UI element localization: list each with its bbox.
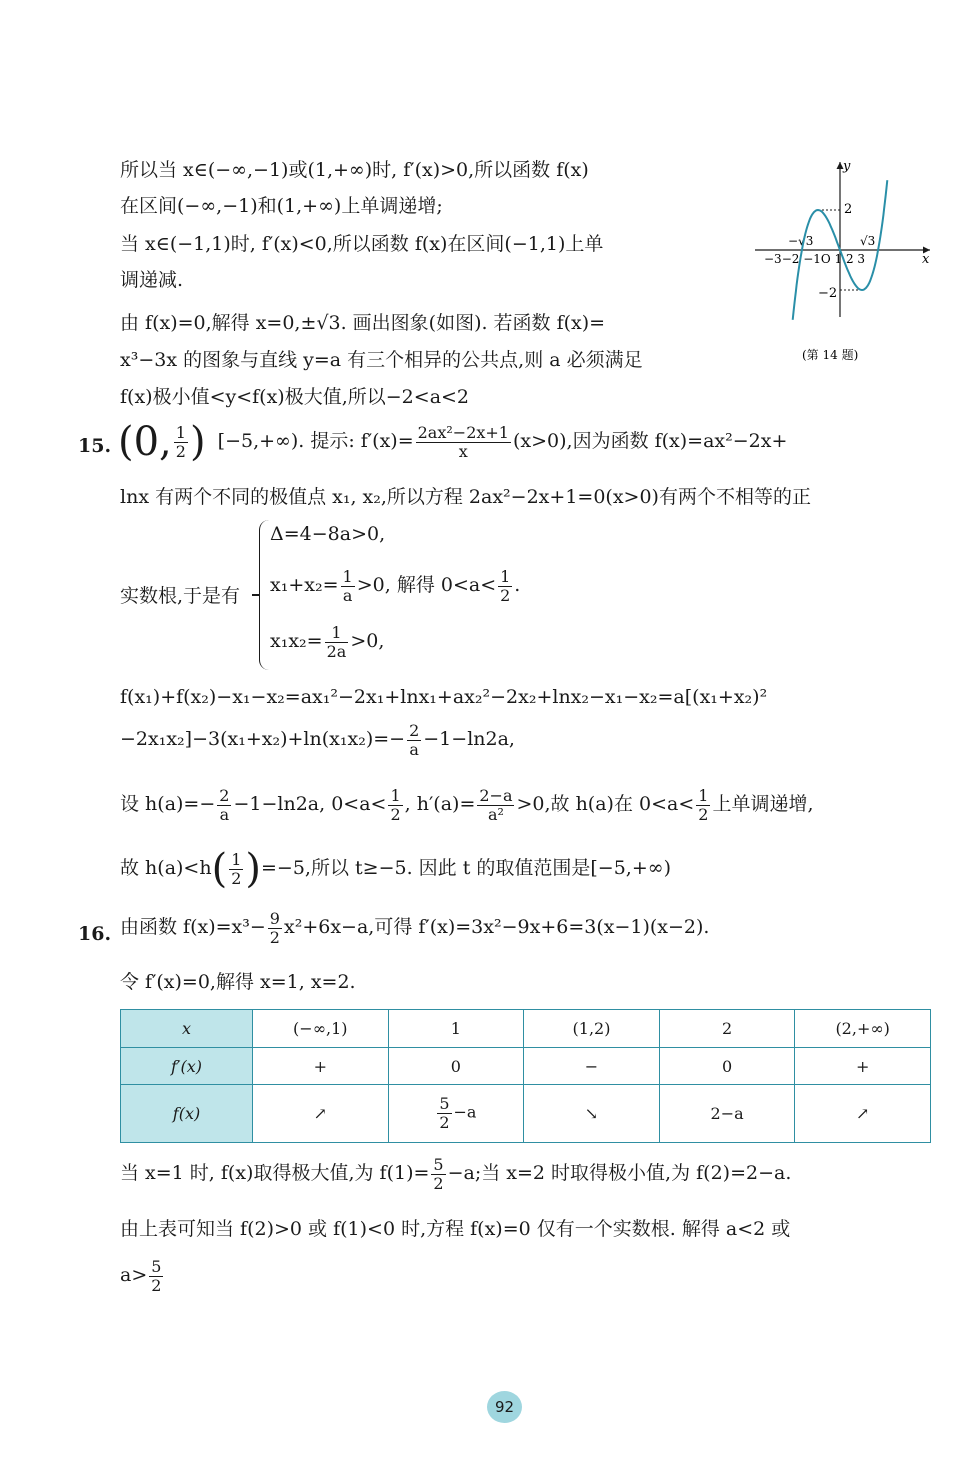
system-intro: 实数根,于是有 <box>120 585 241 607</box>
l6-f4n: 1 <box>698 786 709 805</box>
sys3-frac <box>325 624 349 660</box>
table-cell: + <box>253 1048 389 1085</box>
system-line-1: Δ=4−8a>0, <box>270 523 386 545</box>
l6-d: >0,故 h(a)在 0<a< <box>516 793 695 816</box>
l7-b: =−5,所以 t≥−5. 因此 t 的取值范围是[−5,+∞) <box>261 857 671 879</box>
sys3-post: >0, <box>350 630 385 653</box>
p14-line-4: 调递减. <box>120 269 184 291</box>
p16-line-5 <box>120 1258 165 1294</box>
sys3-den: 2a <box>326 641 347 661</box>
max-value-num: 5 <box>439 1094 450 1114</box>
p16-l3-fn: 5 <box>433 1155 444 1174</box>
p15-line-2: lnx 有两个不同的极值点 x₁, x₂,所以方程 2ax²−2x+1=0(x>0)有两个不相等的正 <box>120 486 811 508</box>
p14-line-3: 当 x∈(−1,1)时, f′(x)<0,所以函数 f(x)在区间(−1,1)上单 <box>120 233 604 255</box>
max-value-frac <box>437 1095 451 1131</box>
p15-number: 15. <box>78 435 112 457</box>
l7-fn: 1 <box>231 849 242 869</box>
l6-f2d: 2 <box>390 804 401 824</box>
fprime-den: x <box>458 441 468 461</box>
table-cell: 0 <box>388 1048 524 1085</box>
l5-pre: −2x₁x₂]−3(x₁+x₂)+ln(x₁x₂)=− <box>120 728 406 751</box>
l6-f4d: 2 <box>698 804 709 824</box>
tick-label-2: 2 <box>844 202 853 217</box>
l6-f1n: 2 <box>219 786 230 805</box>
sys-result-frac <box>498 568 512 604</box>
p16-l3-b: −a;当 x=2 时取得极小值,为 f(2)=2−a. <box>447 1162 792 1185</box>
row-header: x <box>121 1010 253 1048</box>
table-cell: + <box>795 1048 931 1085</box>
sys-result: 解得 0<a< <box>396 574 497 597</box>
half-den: 2 <box>175 441 186 461</box>
table-cell: (−∞,1) <box>253 1010 389 1048</box>
y-axis-label: y <box>843 159 851 174</box>
l5-den: a <box>409 739 419 759</box>
tick-label-neg2: −2 <box>818 286 838 301</box>
increasing-arrow-icon: ↗ <box>795 1085 931 1143</box>
l6-e: 上单调递增, <box>712 793 814 816</box>
sys2-frac <box>341 568 355 604</box>
l6-f1d: a <box>219 804 230 824</box>
table-cell: − <box>524 1048 660 1085</box>
sys3-pre: x₁x₂= <box>270 630 323 653</box>
sys2-pre: x₁+x₂= <box>270 574 339 597</box>
x-axis-label: x <box>922 252 930 267</box>
p14-line-2: 在区间(−∞,−1)和(1,+∞)上单调递增; <box>120 195 443 217</box>
table-row <box>121 1085 931 1143</box>
l6-frac3 <box>477 787 514 823</box>
cubic-graph <box>750 152 940 372</box>
table-cell: 2−a <box>659 1085 795 1143</box>
sys2-num: 1 <box>342 567 353 586</box>
system-brace <box>259 520 270 670</box>
l6-frac4 <box>696 787 710 823</box>
l6-f3d: a² <box>487 804 504 824</box>
p14-line-5: 由 f(x)=0,解得 x=0,±√3. 画出图象(如图). 若函数 f(x)= <box>120 312 606 334</box>
l5-frac <box>407 722 421 758</box>
l7-a: 故 h(a)<h <box>120 857 212 879</box>
sys2-post: >0, <box>356 574 391 597</box>
fprime-num: 2ax²−2x+1 <box>417 422 509 442</box>
l6-frac1 <box>217 787 231 823</box>
system-line-3 <box>270 624 384 660</box>
half-num: 1 <box>175 422 186 442</box>
l5-post: −1−ln2a, <box>423 728 515 751</box>
p16-line-2: 令 f′(x)=0,解得 x=1, x=2. <box>120 971 356 993</box>
l7-close: ) <box>245 846 261 892</box>
graph-caption: (第 14 题) <box>802 348 859 362</box>
l6-f2n: 1 <box>390 786 401 805</box>
p16-line-4: 由上表可知当 f(2)>0 或 f(1)<0 时,方程 f(x)=0 仅有一个实数根. 解得 a<2 或 <box>120 1218 791 1240</box>
increasing-arrow-icon: ↗ <box>253 1085 389 1143</box>
p16-l3-fd: 2 <box>433 1173 444 1193</box>
l7-frac <box>229 851 243 887</box>
p16-l1-fn: 9 <box>269 909 280 928</box>
table-cell: 0 <box>659 1048 795 1085</box>
p15-line-6 <box>120 787 814 823</box>
p15-line-4: f(x₁)+f(x₂)−x₁−x₂=ax₁²−2x₁+lnx₁+ax₂²−2x₂+lnx₂−x₁−x₂=a[(x₁+x₂)² <box>120 686 768 708</box>
table-cell: (1,2) <box>524 1010 660 1048</box>
p14-line-1: 所以当 x∈(−∞,−1)或(1,+∞)时, f′(x)>0,所以函数 f(x) <box>120 159 589 181</box>
row-header: f′(x) <box>121 1048 253 1085</box>
interval-close: ) <box>189 419 206 465</box>
max-value-tail: −a <box>453 1103 477 1122</box>
root-label-pos: √3 <box>860 234 876 248</box>
root-label-neg: −√3 <box>788 234 814 248</box>
l6-frac2 <box>388 787 402 823</box>
p16-l1-b: x²+6x−a,可得 f′(x)=3x²−9x+6=3(x−1)(x−2). <box>283 916 710 939</box>
l7-fd: 2 <box>231 868 242 888</box>
p15-line-7 <box>120 846 671 892</box>
p16-l1-a: 由函数 f(x)=x³− <box>120 916 266 939</box>
p16-l3-frac <box>431 1156 445 1192</box>
p16-l5-frac <box>149 1258 163 1294</box>
l6-c: , h′(a)= <box>404 793 476 816</box>
fprime-frac <box>416 424 511 460</box>
system-line-2 <box>270 568 520 604</box>
max-value-den: 2 <box>439 1113 450 1132</box>
l6-a: 设 h(a)=− <box>120 793 216 816</box>
system-brace-tip <box>252 594 260 596</box>
table-cell <box>388 1085 524 1143</box>
page-number: 92 <box>487 1391 522 1423</box>
sys2-den: a <box>342 585 353 605</box>
variation-table <box>120 1009 931 1143</box>
p16-l5-fd: 2 <box>151 1275 162 1295</box>
sys-result-end: . <box>514 574 521 597</box>
interval-open: (0, <box>118 419 172 465</box>
l5-num: 2 <box>409 721 420 740</box>
sys3-num: 1 <box>325 624 349 643</box>
decreasing-arrow-icon: ↘ <box>524 1085 660 1143</box>
p15-line-5 <box>120 722 515 758</box>
p16-l3-a: 当 x=1 时, f(x)取得极大值,为 f(1)= <box>120 1162 430 1185</box>
p16-number: 16. <box>78 923 112 945</box>
x-tick-labels: −3−2 −1O 1 2 3 <box>764 252 866 266</box>
table-row <box>121 1048 931 1085</box>
p16-l5-a: a> <box>120 1264 148 1287</box>
p15-line-1-end: (x>0),因为函数 f(x)=ax²−2x+ <box>512 430 788 452</box>
table-cell: (2,+∞) <box>795 1010 931 1048</box>
half-frac <box>174 424 188 460</box>
sys-result-den: 2 <box>500 585 511 605</box>
p14-line-7: f(x)极小值<y<f(x)极大值,所以−2<a<2 <box>120 386 470 408</box>
p15-hint: [−5,+∞). 提示: f′(x)= <box>217 430 414 452</box>
p16-l5-fn: 5 <box>151 1257 162 1276</box>
l6-b: −1−ln2a, 0<a< <box>233 793 387 816</box>
sys-result-num: 1 <box>500 567 511 586</box>
row-header: f(x) <box>121 1085 253 1143</box>
p16-line-1 <box>120 910 709 946</box>
p14-line-6: x³−3x 的图象与直线 y=a 有三个相异的公共点,则 a 必须满足 <box>120 349 643 371</box>
table-cell: 1 <box>388 1010 524 1048</box>
l7-open: ( <box>211 846 228 892</box>
p16-line-3 <box>120 1156 791 1192</box>
p16-l1-frac <box>268 910 282 946</box>
table-cell: 2 <box>659 1010 795 1048</box>
p16-l1-fd: 2 <box>269 927 280 947</box>
table-row <box>121 1010 931 1048</box>
l6-f3n: 2−a <box>479 786 513 805</box>
p15-line-1 <box>118 419 788 465</box>
